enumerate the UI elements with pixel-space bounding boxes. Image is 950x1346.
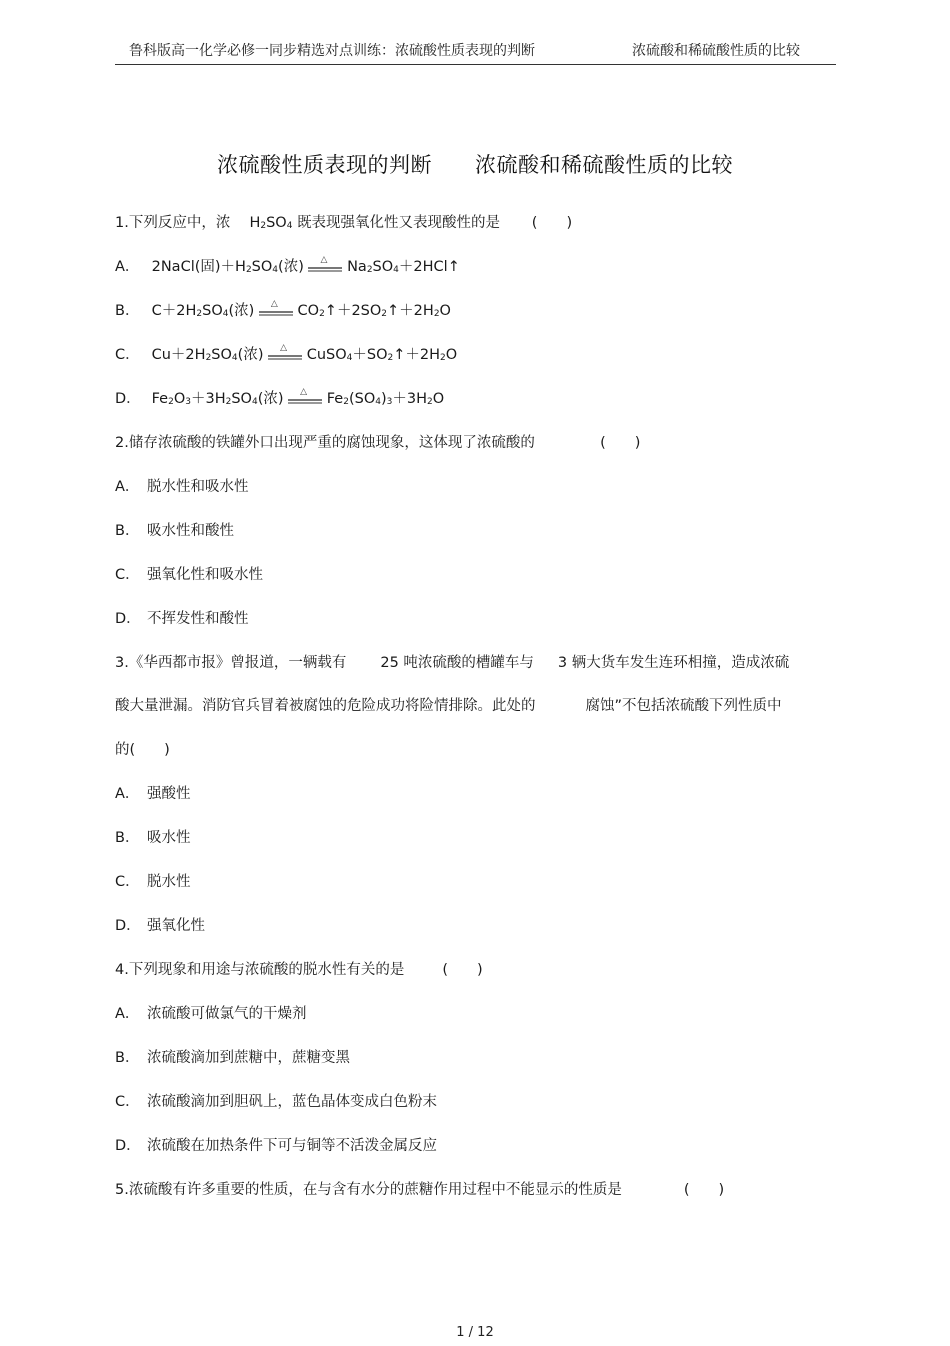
q4-option-a: A． 浓硫酸可做氯气的干燥剂 — [115, 1006, 307, 1022]
q3-option-b: B． 吸水性 — [115, 830, 191, 846]
question-1-stem — [115, 211, 572, 232]
answer-paren: ( ) — [531, 215, 573, 231]
answer-paren: ( ) — [683, 1182, 725, 1198]
option-label: A． — [115, 259, 140, 275]
answer-paren: ( ) — [600, 435, 641, 451]
answer-paren: ( ) — [442, 962, 483, 978]
q2-option-b: B． 吸水性和酸性 — [115, 523, 234, 539]
heat-arrow-icon: △ — [308, 259, 342, 273]
q2-stem-text: 2.储存浓硫酸的铁罐外口出现严重的腐蚀现象，这体现了浓硫酸的 — [115, 435, 535, 451]
q1-stem-part: 既表现强氧化性又表现酸性的是 — [297, 215, 515, 231]
question-3-stem-line1: 3.《华西都市报》曾报道，一辆载有 25 吨浓硫酸的槽罐车与 3 辆大货车发生连环相撞，造成浓硫 — [115, 655, 790, 671]
q1-formula: $H_2SO_4$ — [249, 215, 293, 231]
q3-option-c: C． 脱水性 — [115, 874, 191, 890]
heat-arrow-icon: △ — [268, 347, 302, 361]
question-3-stem-line3: 的( ) — [115, 742, 170, 758]
q1-option-d: D． $Fe_2O_3+3H_2SO_4$(浓) △ $Fe_2(SO_4)_3+3H_2O$ — [115, 387, 445, 407]
document-title: 浓硫酸性质表现的判断 浓硫酸和稀硫酸性质的比较 — [217, 153, 733, 177]
q2-option-a: A． 脱水性和吸水性 — [115, 479, 249, 495]
q2-option-d: D． 不挥发性和酸性 — [115, 611, 249, 627]
header-left-title: 鲁科版高一化学必修一同步精选对点训练：浓硫酸性质表现的判断 — [129, 43, 535, 59]
q1-option-c: C． $Cu+2H_2SO_4$(浓) △ $CuSO_4+SO_2↑+2H_2O$ — [115, 343, 458, 363]
question-5-stem: 5.浓硫酸有许多重要的性质，在与含有水分的蔗糖作用过程中不能显示的性质是 ( ) — [115, 1182, 725, 1198]
q1-option-b: B． $C+2H_2SO_4$(浓) △ $CO_2↑+2SO_2↑+2H_2O$ — [115, 299, 451, 319]
option-label: C． — [115, 347, 140, 363]
question-2-stem — [115, 431, 640, 452]
page-header — [115, 38, 836, 65]
question-4-stem: 4.下列现象和用途与浓硫酸的脱水性有关的是 ( ) — [115, 962, 483, 978]
q2-option-c: C． 强氧化性和吸水性 — [115, 567, 263, 583]
question-3-stem-line2: 酸大量泄漏。消防官兵冒着被腐蚀的危险成功将险情排除。此处的 腐蚀”不包括浓硫酸下列性质中 — [115, 698, 782, 714]
q1-option-a: A． 2NaCl(固)$+H_2SO_4$(浓) △ $Na_2SO_4+2HCl↑$ — [115, 255, 460, 275]
heat-arrow-icon: △ — [288, 391, 322, 405]
page-number: 1 / 12 — [456, 1325, 494, 1340]
q3-option-a: A． 强酸性 — [115, 786, 191, 802]
q4-option-b: B． 浓硫酸滴加到蔗糖中，蔗糖变黑 — [115, 1050, 350, 1066]
q3-option-d: D． 强氧化性 — [115, 918, 205, 934]
heat-arrow-icon: △ — [259, 303, 293, 317]
q1-stem-part: 1.下列反应中，浓 — [115, 215, 245, 231]
header-right-title: 浓硫酸和稀硫酸性质的比较 — [632, 43, 800, 59]
option-label: D． — [115, 391, 141, 407]
q4-option-d: D． 浓硫酸在加热条件下可与铜等不活泼金属反应 — [115, 1138, 437, 1154]
option-label: B． — [115, 303, 140, 319]
q4-option-c: C． 浓硫酸滴加到胆矾上，蓝色晶体变成白色粉末 — [115, 1094, 437, 1110]
